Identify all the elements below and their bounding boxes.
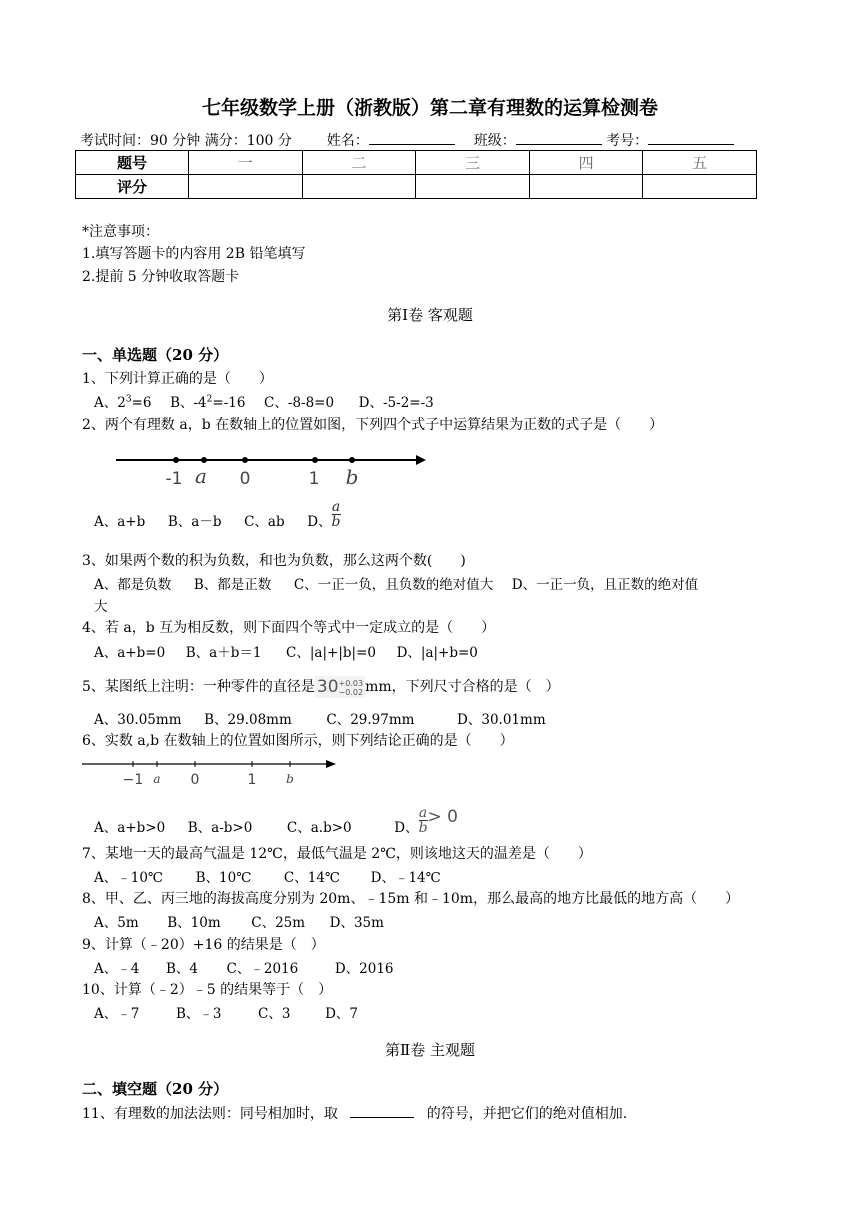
q11-answer-blank[interactable] [350,1105,414,1118]
name-blank[interactable] [369,132,455,145]
q5-option-a[interactable]: A、30.05mm [94,712,182,728]
note-item-2: 2.提前 5 分钟收取答题卡 [82,269,240,285]
q10-option-d[interactable]: D、7 [325,1006,358,1022]
q3-option-c[interactable]: C、一正一负，且负数的绝对值大 [293,577,494,593]
class-label: 班级： [473,133,516,149]
class-blank[interactable] [516,132,602,145]
q2-option-a[interactable]: A、a+b [94,514,146,530]
score-cell-3[interactable] [416,175,530,199]
q6-option-c[interactable]: C、a.b>0 [286,820,352,836]
q2-option-d[interactable]: D、 $\frac{a}{b}$ [307,499,341,530]
q6-axis-label-1: 1 [247,772,257,788]
q11-stem: 11、有理数的加法法则：同号相加时，取 的符号，并把它们的绝对值相加. [82,1106,628,1122]
q9-options [94,957,394,977]
q9-stem: 9、计算（﹣20）+16 的结果是（ ） [82,937,325,953]
q6-axis-label-minus1: −1 [122,772,144,788]
col-5: 五 [643,151,757,175]
q10-option-b[interactable]: B、﹣3 [175,1006,222,1022]
q2-axis-label-a: a [195,464,207,488]
q2-axis-label-b: b [345,465,359,489]
q9-option-a[interactable]: A、﹣4 [94,961,140,977]
q8-options [94,911,384,931]
q1-option-d[interactable]: D、-5-2=-3 [358,395,434,411]
q2-option-b[interactable]: B、a－b [167,514,222,530]
q2-option-c[interactable]: C、ab [244,514,285,530]
q9-option-c[interactable]: C、﹣2016 [226,961,299,977]
q3-option-d[interactable]: D、一正一负，且正数的绝对值 [511,577,699,593]
q1-options [94,391,434,411]
q9-option-b[interactable]: B、4 [165,961,198,977]
q6-option-b[interactable]: B、a-b>0 [187,820,253,836]
q3-options [94,573,698,593]
q3-option-a[interactable]: A、都是负数 [94,577,172,593]
q6-option-a[interactable]: A、a+b>0 [94,820,166,836]
q4-option-c[interactable]: C、|a|+|b|=0 [286,645,376,661]
name-label: 姓名： [326,133,369,149]
q6-option-d[interactable]: D、 $\frac{a}{b}$ > 0 [394,805,458,836]
q10-option-a[interactable]: A、﹣7 [94,1006,140,1022]
q2-axis-label-1: 1 [308,469,320,489]
q8-stem: 8、甲、乙、丙三地的海拔高度分别为 20m、﹣15m 和﹣10m，那么最高的地方比最低的地方高（ ） [82,891,740,907]
score-table [75,150,757,199]
q1-option-b[interactable]: B、$-4^2=-16$ [170,394,246,411]
score-cell-2[interactable] [302,175,416,199]
q7-option-b[interactable]: B、10℃ [195,870,252,886]
exam-time-info: 考试时间：90 分钟 满分：100 分 [80,133,292,149]
q3-stem: 3、如果两个数的积为负数，和也为负数，那么这两个数( ) [82,553,466,569]
exam-number-blank[interactable] [648,132,734,145]
score-table-score-row [76,175,757,199]
q2-options [94,499,341,537]
q4-options [94,641,478,661]
q6-axis-label-0: 0 [190,772,200,788]
q10-option-c[interactable]: C、3 [258,1006,291,1022]
q3-option-d-continued: 大 [94,599,108,615]
q7-stem: 7、某地一天的最高气温是 12℃，最低气温是 2℃，则该地这天的温差是（ ） [82,846,592,862]
score-cell-1[interactable] [189,175,303,199]
score-cell-5[interactable] [643,175,757,199]
q7-options [94,866,441,886]
q7-option-d[interactable]: D、﹣14℃ [370,870,441,886]
q9-option-d[interactable]: D、2016 [334,961,394,977]
score-label: 评分 [76,175,189,199]
q3-option-b[interactable]: B、都是正数 [193,577,272,593]
exam-info-line [80,130,734,150]
note-item-1: 1.填写答题卡的内容用 2B 铅笔填写 [82,246,306,262]
section-single-choice: 一、单选题（20 分） [82,346,229,364]
q1-option-c[interactable]: C、-8-8=0 [264,395,335,411]
q8-option-a[interactable]: A、5m [94,915,139,931]
q6-number-line [80,756,345,790]
q7-option-c[interactable]: C、14℃ [283,870,341,886]
q4-option-b[interactable]: B、a＋b＝1 [185,645,262,661]
question-number-label: 题号 [76,151,189,175]
q6-axis-label-a: a [153,772,161,786]
q8-option-d[interactable]: D、35m [329,915,384,931]
exam-number-label: 考号： [606,133,649,149]
col-4: 四 [529,151,643,175]
q6-options [94,805,458,843]
q2-axis-label-0: 0 [239,469,251,489]
q5-stem: 5、某图纸上注明：一种零件的直径是 30 +0.03 −0.02 mm，下列尺寸合格的是（ ） [82,677,560,697]
q4-option-d[interactable]: D、|a|+b=0 [396,645,478,661]
q2-stem: 2、两个有理数 a，b 在数轴上的位置如图，下列四个式子中运算结果为正数的式子是（ ） [82,417,664,433]
col-3: 三 [416,151,530,175]
q5-tolerance-image: 30 +0.03 −0.02 [316,677,364,697]
part2-title: 第Ⅱ卷 主观题 [385,1041,475,1059]
score-cell-4[interactable] [529,175,643,199]
q1-option-a[interactable]: A、$2^3=6$ [94,394,152,411]
part1-title: 第Ⅰ卷 客观题 [387,306,473,324]
q1-stem: 1、下列计算正确的是（ ） [82,371,273,387]
q6-axis-label-b: b [286,772,294,786]
q4-option-a[interactable]: A、a+b=0 [94,645,166,661]
q7-option-a[interactable]: A、﹣10℃ [94,870,164,886]
notes-title: *注意事项： [82,224,159,240]
q8-option-b[interactable]: B、10m [167,915,221,931]
q2-axis-label-minus1: -1 [165,469,183,489]
q10-stem: 10、计算（﹣2）﹣5 的结果等于（ ） [82,982,333,998]
section-fill-in: 二、填空题（20 分） [82,1080,229,1098]
col-1: 一 [189,151,303,175]
q5-option-b[interactable]: B、29.08mm [204,712,292,728]
q6-stem: 6、实数 a,b 在数轴上的位置如图所示，则下列结论正确的是（ ） [82,733,514,749]
q5-option-d[interactable]: D、30.01mm [457,712,546,728]
q5-options [94,708,546,728]
q5-option-c[interactable]: C、29.97mm [326,712,415,728]
q8-option-c[interactable]: C、25m [251,915,306,931]
q10-options [94,1002,358,1022]
col-2: 二 [302,151,416,175]
exam-title: 七年级数学上册（浙教版）第二章有理数的运算检测卷 [201,97,658,119]
q2-number-line [112,446,432,492]
q4-stem: 4、若 a，b 互为相反数，则下面四个等式中一定成立的是（ ） [82,620,496,636]
score-table-header-row [76,151,757,175]
